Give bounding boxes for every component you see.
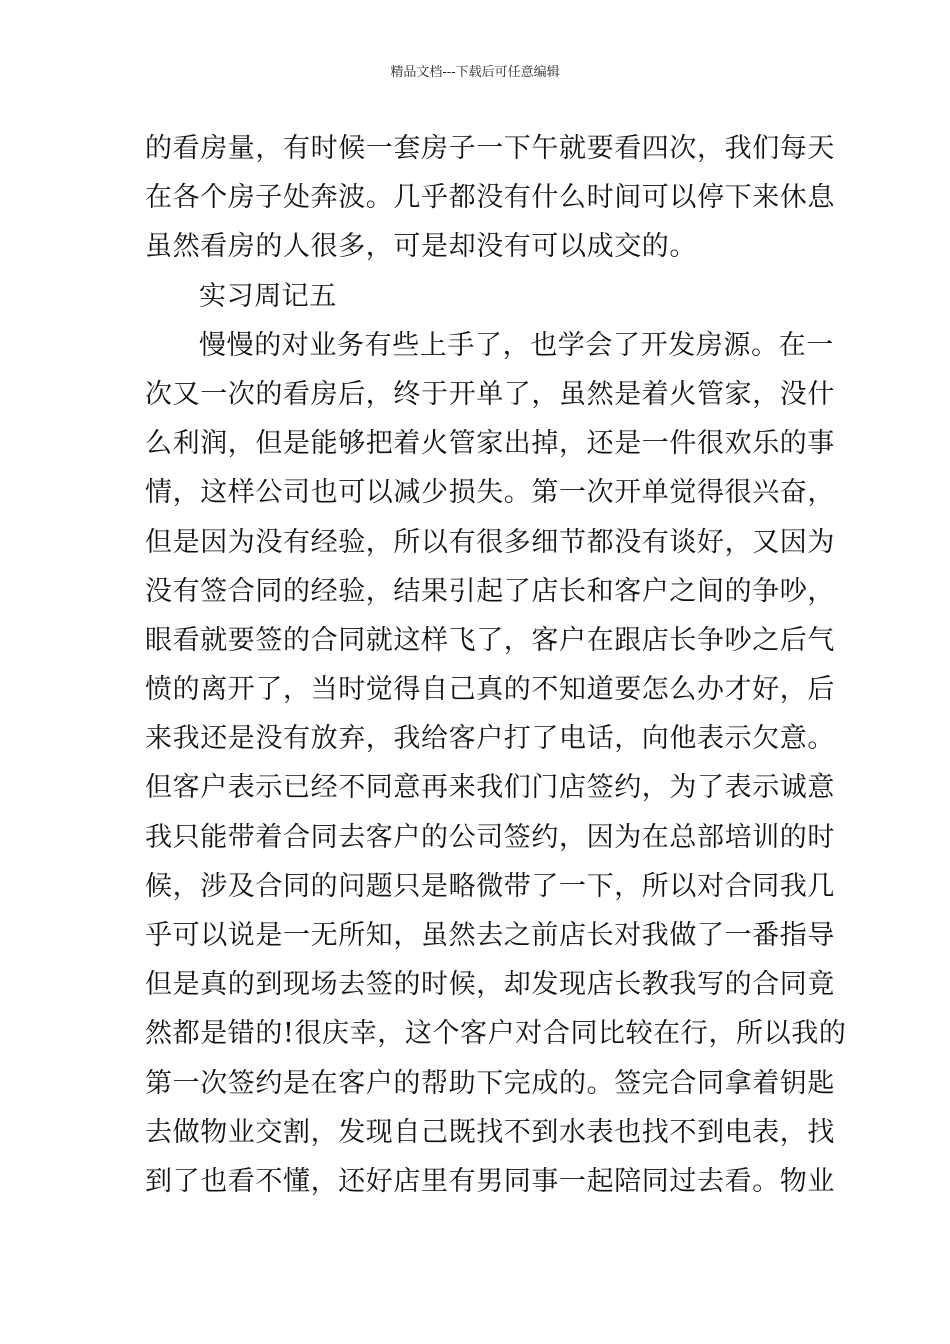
document-body: [145, 124, 847, 1206]
paragraph-line: 没有签合同的经验，结果引起了店长和客户之间的争吵，: [145, 575, 835, 607]
paragraph-line: 候，涉及合同的问题只是略微带了一下，所以对合同我几: [145, 870, 835, 902]
paragraph-line: 第一次签约是在客户的帮助下完成的。签完合同拿着钥匙: [145, 1067, 835, 1099]
paragraph-line: 么利润，但是能够把着火管家出掉，还是一件很欢乐的事: [145, 428, 835, 460]
paragraph-line: 到了也看不懂，还好店里有男同事一起陪同过去看。物业: [145, 1165, 835, 1197]
paragraph-line: 但是真的到现场去签的时候，却发现店长教我写的合同竟: [145, 969, 835, 1001]
paragraph-line: 情，这样公司也可以减少损失。第一次开单觉得很兴奋，: [145, 477, 835, 509]
paragraph-line: 在各个房子处奔波。几乎都没有什么时间可以停下来休息: [145, 182, 835, 214]
paragraph-line: 我只能带着合同去客户的公司签约，因为在总部培训的时: [145, 821, 835, 853]
section-heading: 实习周记五: [199, 280, 337, 312]
paragraph-line: 次又一次的看房后，终于开单了，虽然是着火管家，没什: [145, 378, 835, 410]
paragraph-line: 愤的离开了，当时觉得自己真的不知道要怎么办才好，后: [145, 674, 835, 706]
page-header: 精品文档---下载后可任意编辑: [390, 65, 560, 80]
paragraph-line: 但客户表示已经不同意再来我们门店签约，为了表示诚意: [145, 772, 835, 804]
paragraph-line: 慢慢的对业务有些上手了，也学会了开发房源。在一: [199, 329, 834, 361]
paragraph-line: 去做物业交割，发现自己既找不到水表也找不到电表，找: [145, 1116, 835, 1148]
paragraph-line: 乎可以说是一无所知，虽然去之前店长对我做了一番指导: [145, 920, 835, 951]
paragraph-line: 然都是错的!很庆幸，这个客户对合同比较在行，所以我的: [145, 1018, 847, 1050]
paragraph-line: 眼看就要签的合同就这样飞了，客户在跟店长争吵之后气: [145, 624, 835, 656]
paragraph-line: 来我还是没有放弃，我给客户打了电话，向他表示欠意。: [145, 723, 835, 755]
paragraph-line: 的看房量，有时候一套房子一下午就要看四次，我们每天: [145, 133, 835, 164]
paragraph-line: 但是因为没有经验，所以有很多细节都没有谈好，又因为: [145, 526, 835, 558]
paragraph-line: 虽然看房的人很多，可是却没有可以成交的。: [145, 231, 697, 263]
